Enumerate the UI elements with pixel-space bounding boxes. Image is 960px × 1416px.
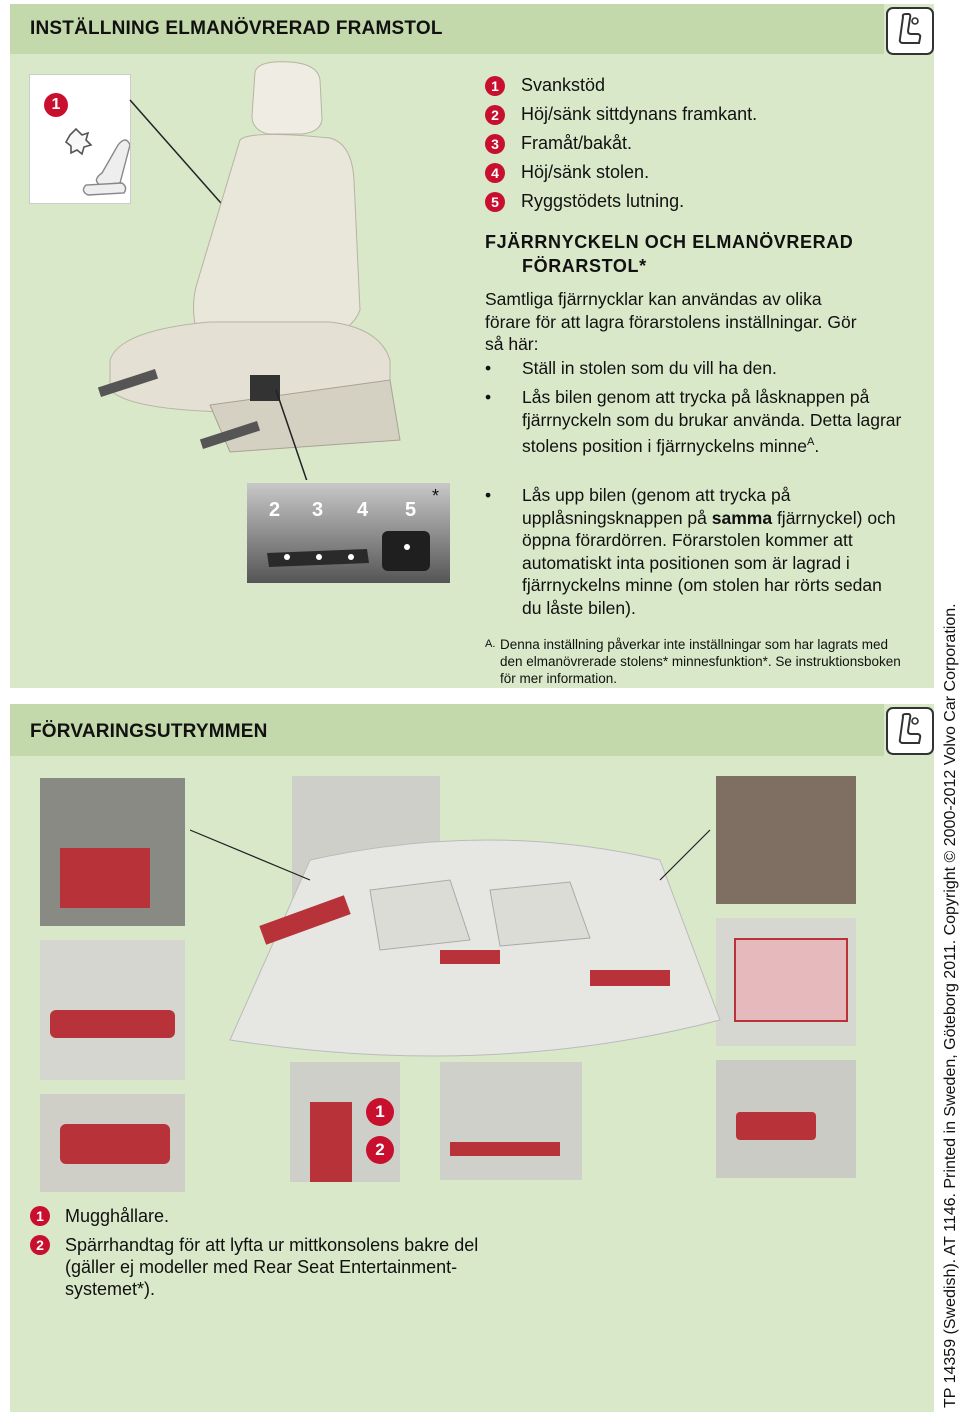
section-title: INSTÄLLNING ELMANÖVRERAD FRAMSTOL [30, 18, 443, 39]
asterisk: * [432, 486, 440, 506]
seat-icon [886, 707, 934, 755]
section-header [10, 4, 884, 54]
seat-control-panel [247, 483, 450, 583]
seat-side-image [440, 1062, 582, 1180]
footnote: A. Denna inställning påverkar inte inställningar som har lagrats med den elmanövrerade stolens* minnesfunktion*. Se instruktionsboken för mer information. [485, 637, 901, 686]
seat-illustration [90, 60, 450, 480]
section-title: FÖRVARINGSUTRYMMEN [30, 721, 268, 742]
panel-number: 4 [357, 499, 369, 521]
panel-number: 3 [312, 499, 324, 521]
cupholder-image [40, 1094, 185, 1192]
section-header [10, 704, 884, 756]
seat-pocket-image [40, 778, 185, 926]
center-console-image [716, 1060, 856, 1178]
subheading: FJÄRRNYCKELN OCH ELMANÖVRERAD FÖRARSTOL* [485, 232, 854, 276]
callout-number: 1 [366, 1098, 394, 1126]
callout-number: 2 [366, 1136, 394, 1164]
panel-number: 2 [269, 499, 281, 521]
panel-number: 5 [405, 499, 417, 521]
glovebox-image [716, 918, 856, 1046]
glovebox-dash-image [716, 776, 856, 904]
callout-number: 1 [44, 93, 68, 117]
car-interior-illustration [190, 820, 730, 1070]
intro-paragraph: Samtliga fjärrnycklar kan användas av olika förare för att lagra förarstolens inställningar. Gör så här: [485, 289, 857, 354]
copyright-vertical-text: TP 14359 (Swedish). AT 1146. Printed in Sweden, Göteborg 2011. Copyright © 2000-2012 Volvo Car Corporation. [942, 603, 959, 1408]
door-pocket-image [40, 940, 185, 1080]
seat-icon [886, 7, 934, 55]
